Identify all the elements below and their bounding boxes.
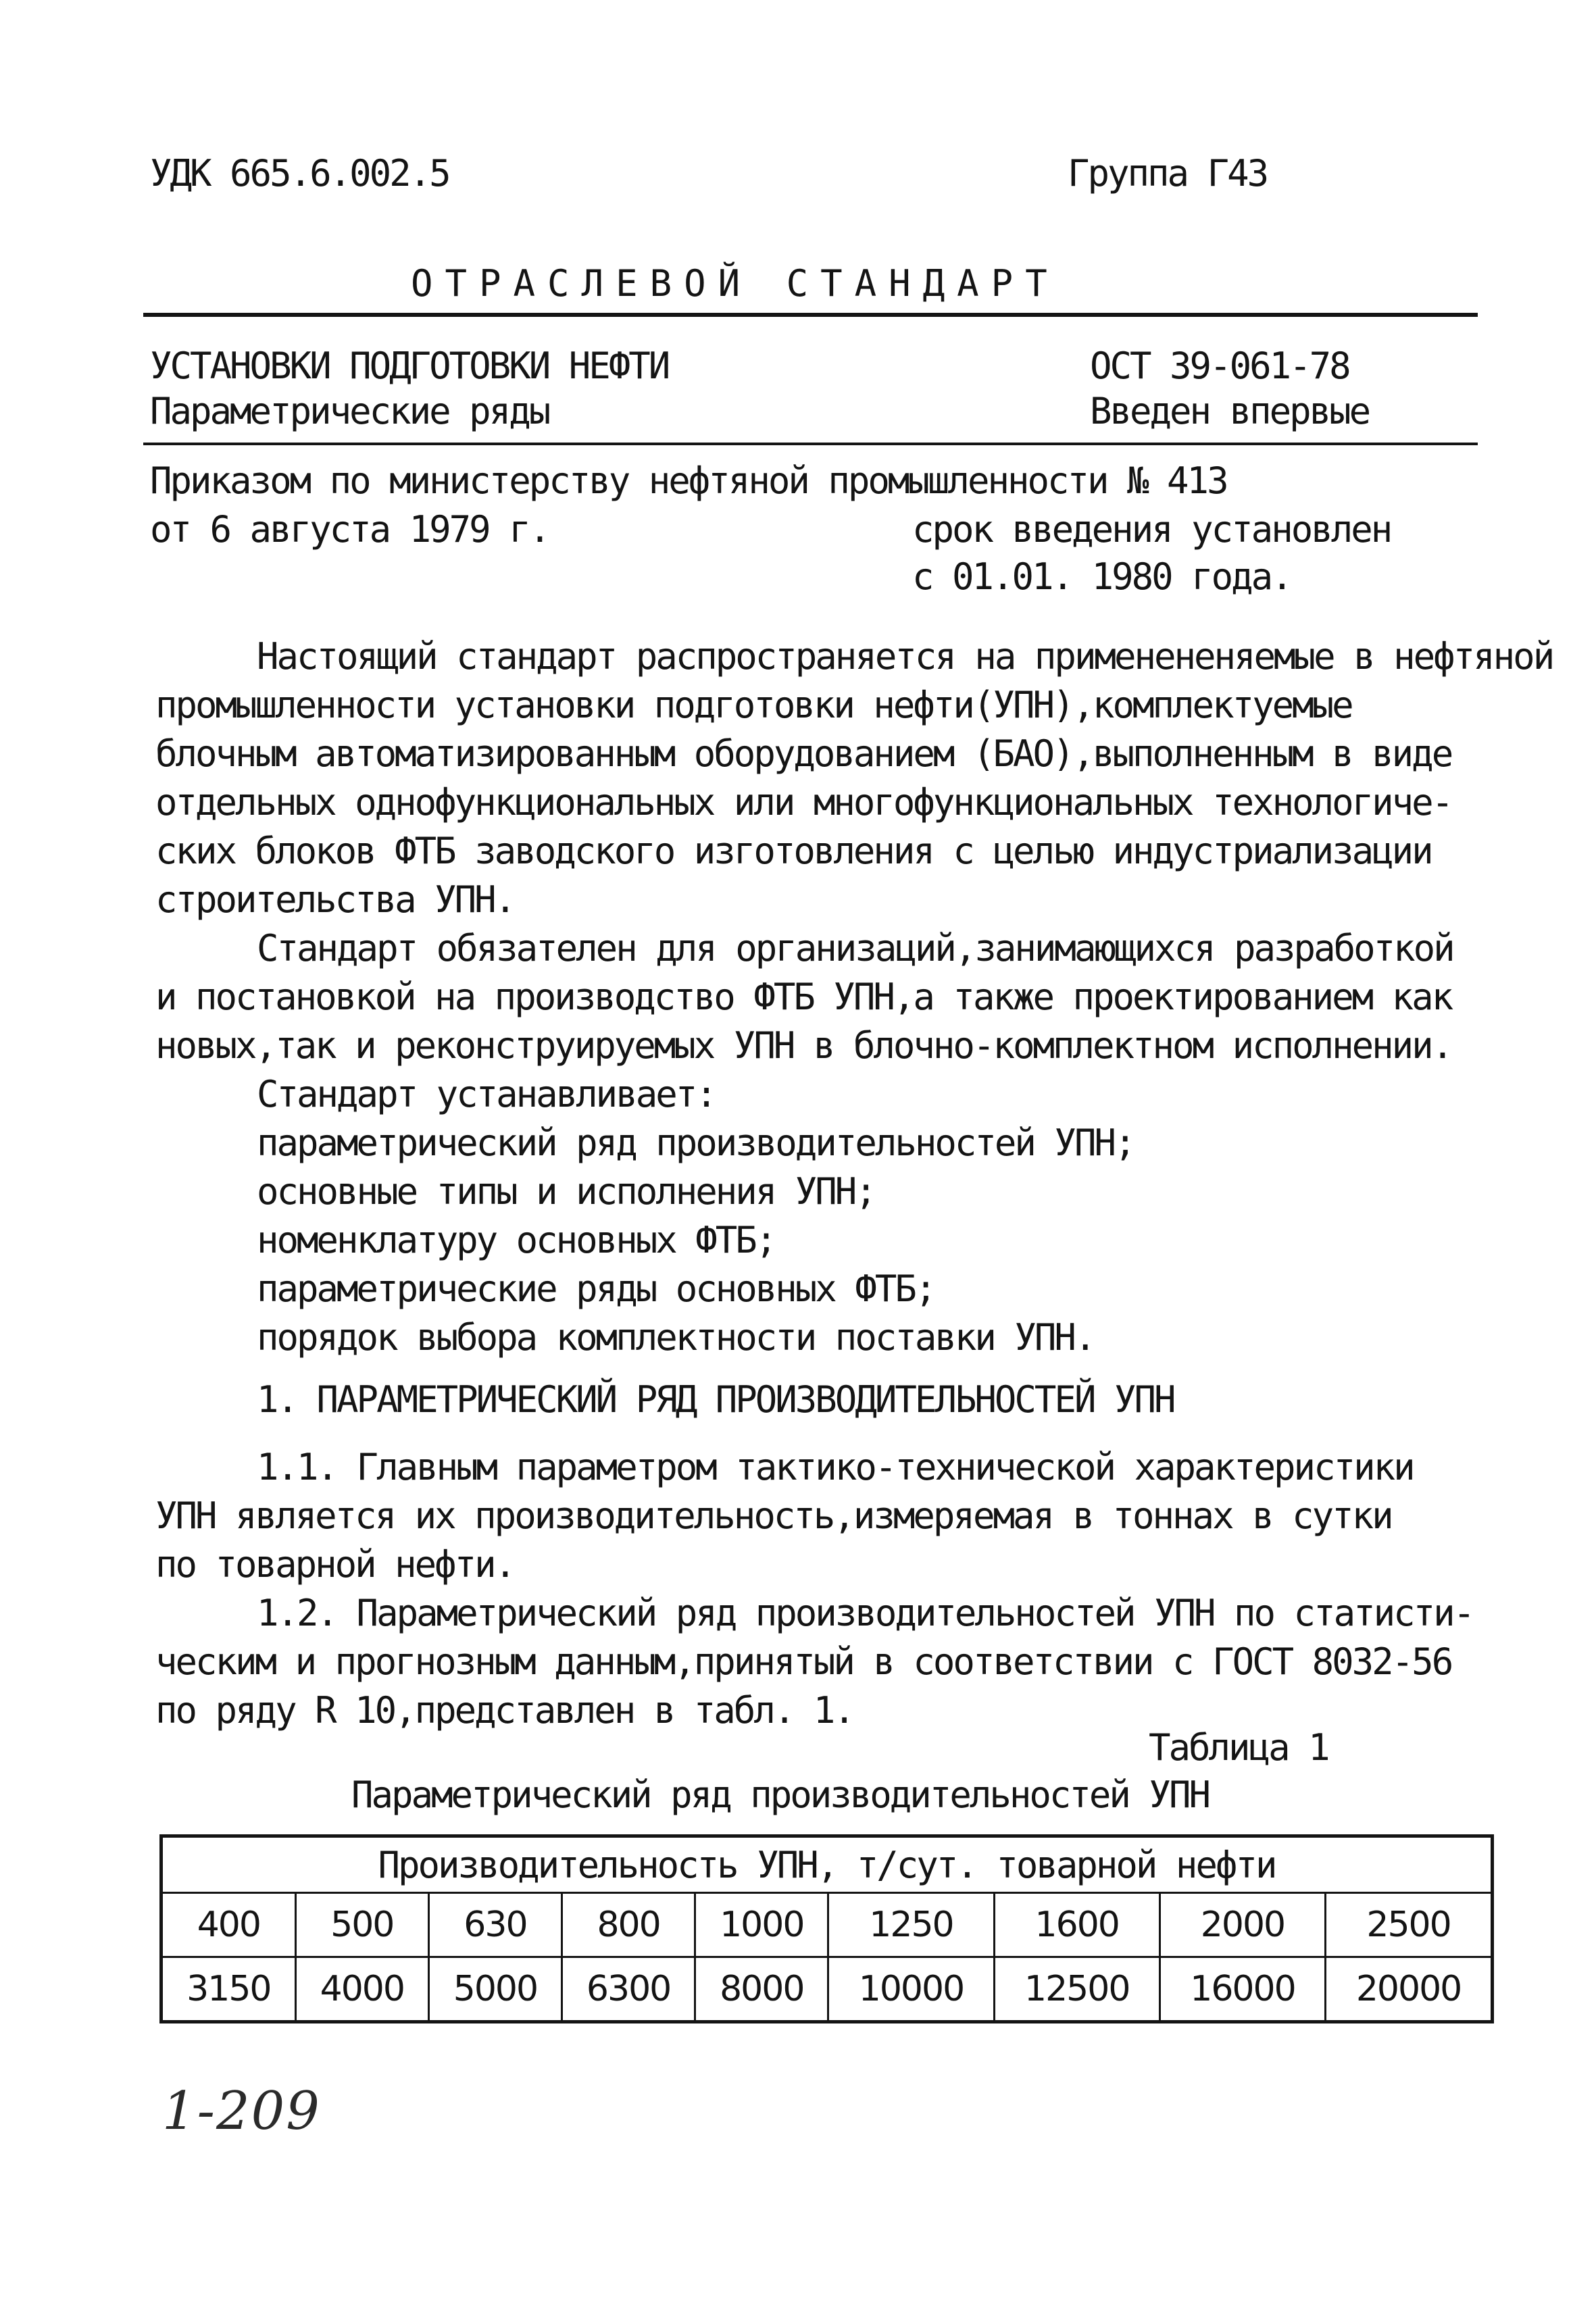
intro-p1-line: отдельных однофункциональных или многофункциональных технологиче- [155, 781, 1452, 824]
table-header-cell: Производительность УПН, т/сут. товарной нефти [161, 1836, 1493, 1893]
effective-term-1: срок введения установлен [912, 508, 1391, 551]
section-1-1-line: по товарной нефти. [155, 1543, 515, 1586]
list-item: номенклатуру основных ФТБ; [257, 1219, 776, 1261]
table-label: Таблица 1 [1149, 1726, 1328, 1769]
capacity-table [159, 1834, 1494, 2023]
list-item: параметрические ряды основных ФТБ; [257, 1267, 935, 1310]
list-item: основные типы и исполнения УПН; [257, 1170, 875, 1213]
table-cell: 16000 [1159, 1957, 1325, 2022]
standard-status: Введен впервые [1090, 390, 1370, 432]
table-row [161, 1957, 1493, 2022]
effective-term-2: с 01.01. 1980 года. [912, 555, 1291, 598]
table-cell: 1000 [695, 1893, 828, 1957]
intro-p1-line: Настоящий стандарт распространяется на применененяемые в нефтяной [257, 635, 1553, 678]
intro-p2-line: новых,так и реконструируемых УПН в блочно-комплектном исполнении. [155, 1024, 1452, 1067]
table-caption: Параметрический ряд производительностей УПН [351, 1774, 1209, 1816]
table-header-row [161, 1836, 1493, 1893]
order-line: Приказом по министерству нефтяной промышленности № 413 [150, 459, 1227, 502]
section-1-2-line: по ряду R 10,представлен в табл. 1. [155, 1689, 853, 1732]
table-cell: 5000 [428, 1957, 562, 2022]
table-cell: 800 [562, 1893, 695, 1957]
table-cell: 1250 [828, 1893, 994, 1957]
section-1-1-line: УПН является их производительность,измеряемая в тоннах в сутки [155, 1494, 1392, 1537]
order-date: от 6 августа 1979 г. [150, 508, 549, 551]
establishes-label: Стандарт устанавливает: [257, 1073, 716, 1115]
standard-code: ОСТ 39-061-78 [1090, 345, 1349, 387]
table-cell: 12500 [994, 1957, 1159, 2022]
table-row [161, 1893, 1493, 1957]
intro-p1-line: строительства УПН. [155, 878, 515, 921]
table-cell: 6300 [562, 1957, 695, 2022]
section-1-1-line: 1.1. Главным параметром тактико-технической характеристики [257, 1446, 1414, 1488]
table-cell: 400 [161, 1893, 296, 1957]
table-cell: 10000 [828, 1957, 994, 2022]
udk-code: УДК 665.6.002.5 [150, 152, 449, 195]
table-cell: 3150 [161, 1957, 296, 2022]
standard-type: ОТРАСЛЕВОЙ СТАНДАРТ [411, 262, 1059, 305]
title-line-2: Параметрические ряды [150, 390, 549, 432]
table-cell: 630 [428, 1893, 562, 1957]
section-1-2-line: 1.2. Параметрический ряд производительностей УПН по статисти- [257, 1592, 1474, 1634]
group-code: Группа Г43 [1068, 152, 1268, 195]
list-item: порядок выбора комплектности поставки УПН. [257, 1316, 1095, 1359]
table-cell: 20000 [1326, 1957, 1493, 2022]
intro-p1-line: промышленности установки подготовки нефти(УПН),комплектуемые [155, 684, 1352, 726]
list-item: параметрический ряд производительностей УПН; [257, 1122, 1134, 1164]
table-cell: 2500 [1326, 1893, 1493, 1957]
table-cell: 1600 [994, 1893, 1159, 1957]
intro-p2-line: Стандарт обязателен для организаций,занимающихся разработкой [257, 927, 1453, 970]
title-line-1: УСТАНОВКИ ПОДГОТОВКИ НЕФТИ [150, 345, 669, 387]
table-cell: 2000 [1159, 1893, 1325, 1957]
header-rule [143, 313, 1478, 317]
title-rule [143, 443, 1478, 445]
intro-p2-line: и постановкой на производство ФТБ УПН,а также проектированием как [155, 976, 1452, 1018]
section-1-heading: 1. ПАРАМЕТРИЧЕСКИЙ РЯД ПРОИЗВОДИТЕЛЬНОСТЕЙ УПН [257, 1378, 1174, 1421]
table-cell: 8000 [695, 1957, 828, 2022]
table-cell: 500 [295, 1893, 428, 1957]
section-1-2-line: ческим и прогнозным данным,принятый в соответствии с ГОСТ 8032-56 [155, 1640, 1452, 1683]
table-cell: 4000 [295, 1957, 428, 2022]
intro-p1-line: ских блоков ФТБ заводского изготовления с целью индустриализации [155, 830, 1432, 872]
intro-p1-line: блочным автоматизированным оборудованием (БАО),выполненным в виде [155, 732, 1452, 775]
handwritten-page-mark: 1-209 [162, 2081, 321, 2142]
